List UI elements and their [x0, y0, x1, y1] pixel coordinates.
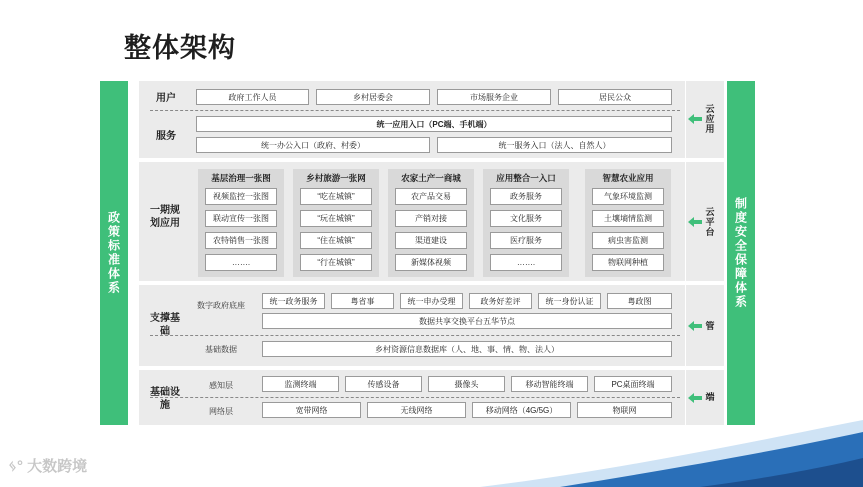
column-item: 新媒体视频	[395, 254, 467, 271]
office-entry-box: 统一办公入口（政府、村委）	[196, 137, 430, 153]
column-item: 政务服务	[490, 188, 562, 205]
column-item: 农产品交易	[395, 188, 467, 205]
user-box-0: 政府工作人员	[196, 89, 309, 105]
column-item: 土壤墒情监测	[592, 210, 664, 227]
column-title: 农家土产一商城	[401, 173, 461, 183]
infra-label: 基础设施	[150, 387, 180, 411]
brand-logo	[8, 455, 87, 476]
support-box-0: 统一政务服务	[262, 293, 325, 309]
digital-gov-label: 数字政府底座	[197, 301, 245, 310]
column-title: 应用整合一入口	[496, 173, 556, 183]
support-box-1: 粤省事	[331, 293, 394, 309]
user-box-1: 乡村居委会	[316, 89, 430, 105]
column-item: “玩在城镇”	[300, 210, 372, 227]
column-title: 乡村旅游一张网	[306, 173, 366, 183]
base-data-box: 乡村资源信息数据库（人、地、事、情、物、法人）	[262, 341, 672, 357]
support-box-5: 粤政图	[607, 293, 672, 309]
users-label: 用户	[156, 93, 176, 104]
unified-entry-box: 统一应用入口（PC端、手机端）	[196, 116, 672, 132]
net-box-1: 无线网络	[367, 402, 466, 418]
sense-box-4: PC桌面终端	[594, 376, 672, 392]
network-layer-label: 网络层	[209, 407, 233, 416]
cloud-app-label: 云应用	[704, 104, 715, 134]
column-item: 视频监控一张图	[205, 188, 277, 205]
column-title: 基层治理一张图	[211, 173, 271, 183]
policy-standard-bar: 政策标准体系	[100, 81, 128, 425]
sense-box-2: 摄像头	[428, 376, 505, 392]
phase1-label-text: 一期规划应用	[150, 205, 180, 229]
column-item: 文化服务	[490, 210, 562, 227]
support-box-3: 政务好差评	[469, 293, 532, 309]
net-box-2: 移动网络（4G/5G）	[472, 402, 571, 418]
sense-layer-label: 感知层	[209, 381, 233, 390]
support-box-2: 统一申办受理	[400, 293, 463, 309]
column-item: …….	[205, 254, 277, 271]
column-item: 气象环境监测	[592, 188, 664, 205]
sense-box-3: 移动智能终端	[511, 376, 588, 392]
column-item: 渠道建设	[395, 232, 467, 249]
public-entry-box: 统一服务入口（法人、自然人）	[437, 137, 672, 153]
terminal-label: 端	[704, 392, 715, 402]
user-box-2: 市场服务企业	[437, 89, 551, 105]
support-box-4: 统一身份认证	[538, 293, 601, 309]
column-item: “住在城镇”	[300, 232, 372, 249]
logo-text: 大数跨境	[27, 458, 88, 475]
page-title: 整体架构	[124, 33, 236, 63]
sense-box-0: 监测终端	[262, 376, 339, 392]
column-item: …….	[490, 254, 562, 271]
manage-label: 管	[704, 321, 715, 331]
column-item: 产销对接	[395, 210, 467, 227]
user-box-3: 居民公众	[558, 89, 672, 105]
column-item: 联动宣传一张图	[205, 210, 277, 227]
sense-box-1: 传感设备	[345, 376, 422, 392]
net-box-3: 物联网	[577, 402, 672, 418]
column-item: “吃在城镇”	[300, 188, 372, 205]
exchange-platform-box: 数据共享交换平台五华节点	[262, 313, 672, 329]
column-item: 物联网种植	[592, 254, 664, 271]
column-title: 智慧农业应用	[602, 173, 654, 183]
logo-mark-icon: ᛃ°	[8, 458, 23, 475]
column-item: 医疗服务	[490, 232, 562, 249]
security-system-bar: 制度安全保障体系	[727, 81, 755, 425]
column-item: 病虫害监测	[592, 232, 664, 249]
service-label: 服务	[156, 131, 176, 142]
net-box-0: 宽带网络	[262, 402, 361, 418]
support-label: 支撑基础	[150, 313, 180, 337]
base-data-label: 基础数据	[205, 345, 237, 354]
cloud-platform-label: 云平台	[704, 207, 715, 237]
column-item: “行在城镇”	[300, 254, 372, 271]
column-item: 农特销售一张图	[205, 232, 277, 249]
